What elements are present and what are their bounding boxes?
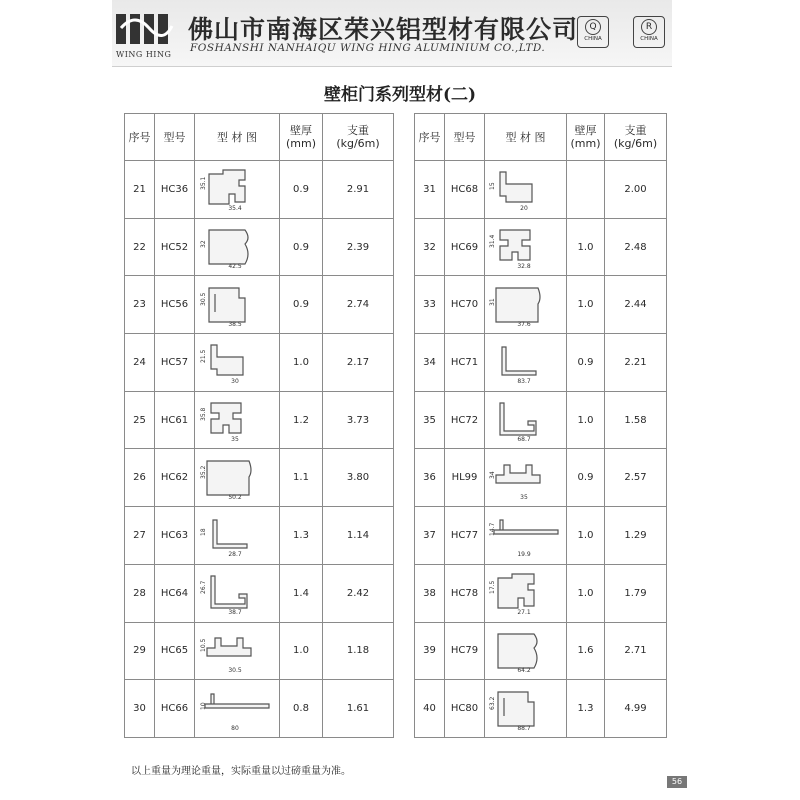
dimension-width: 38.5 (228, 320, 242, 328)
footnote: 以上重量为理论重量，实际重量以过磅重量为准。 (131, 766, 351, 777)
table-row (415, 507, 667, 565)
row-wall: 1.0 (567, 564, 605, 622)
table-row (415, 622, 667, 680)
row-drawing (485, 680, 567, 738)
header-model: 型号 (445, 114, 485, 161)
row-drawing (485, 564, 567, 622)
row-seq: 34 (415, 334, 445, 392)
row-model: HC36 (155, 161, 195, 219)
header-model: 型号 (155, 114, 195, 161)
row-weight: 2.44 (605, 276, 667, 334)
profile-drawing (201, 686, 273, 732)
table-row (125, 564, 394, 622)
row-model: HC62 (155, 449, 195, 507)
row-wall: 1.1 (280, 449, 323, 507)
table-row (415, 276, 667, 334)
row-seq: 36 (415, 449, 445, 507)
table-row (415, 449, 667, 507)
header-weight-label: 支重 (624, 124, 647, 137)
row-model: HC68 (445, 161, 485, 219)
row-seq: 35 (415, 391, 445, 449)
header-wall (567, 114, 605, 161)
table-row (125, 622, 394, 680)
profile-drawing (201, 570, 273, 616)
row-drawing (485, 391, 567, 449)
dimension-height: 17.5 (488, 580, 496, 595)
spec-table-left (124, 113, 394, 738)
dimension-height: 10 (200, 701, 207, 710)
header-wall-unit: (mm) (570, 137, 601, 150)
header-wall-unit: (mm) (285, 137, 316, 150)
dimension-width: 28.7 (228, 551, 242, 559)
row-drawing (195, 622, 280, 680)
cert-q-label: CHINA (584, 36, 602, 42)
profile-drawing (490, 512, 562, 558)
logo-text: WING HING (116, 50, 172, 59)
profile-drawing (490, 166, 562, 212)
row-weight: 2.48 (605, 218, 667, 276)
row-weight: 1.61 (323, 680, 394, 738)
dimension-height: 35.2 (200, 465, 207, 479)
table-row (415, 564, 667, 622)
dimension-height: 15 (488, 182, 496, 191)
table-row (125, 507, 394, 565)
cert-r-label: CHINA (640, 36, 658, 42)
row-drawing (195, 218, 280, 276)
row-drawing (485, 622, 567, 680)
row-wall: 1.4 (280, 564, 323, 622)
row-wall: 1.2 (280, 391, 323, 449)
row-wall: 0.9 (567, 449, 605, 507)
row-model: HC70 (445, 276, 485, 334)
dimension-height: 31.4 (488, 234, 496, 249)
row-wall: 0.9 (567, 334, 605, 392)
dimension-width: 35 (231, 436, 239, 444)
dimension-height: 35.1 (200, 176, 207, 191)
row-seq: 29 (125, 622, 155, 680)
profile-drawing (490, 628, 562, 674)
table-row (125, 334, 394, 392)
row-weight: 2.39 (323, 218, 394, 276)
profile-drawing (201, 282, 273, 328)
row-wall: 1.0 (280, 622, 323, 680)
row-weight: 3.73 (323, 391, 394, 449)
dimension-width: 30.5 (228, 666, 242, 674)
row-wall: 0.9 (280, 161, 323, 219)
dimension-height: 21.5 (200, 350, 207, 364)
company-name-cn: 佛山市南海区荣兴铝型材有限公司 (188, 15, 579, 44)
profile-drawing (201, 224, 273, 270)
row-seq: 27 (125, 507, 155, 565)
row-drawing (195, 276, 280, 334)
dimension-height: 10.5 (200, 638, 207, 652)
table-header-row (415, 114, 667, 161)
row-model: HC79 (445, 622, 485, 680)
header-weight (605, 114, 667, 161)
profile-drawing (490, 224, 562, 270)
row-seq: 30 (125, 680, 155, 738)
dimension-width: 38.7 (228, 609, 242, 617)
row-weight: 4.99 (605, 680, 667, 738)
cert-q-letter: Q (585, 19, 601, 35)
table-row (415, 218, 667, 276)
row-seq: 39 (415, 622, 445, 680)
dimension-height: 30.5 (200, 292, 207, 306)
row-wall (567, 161, 605, 219)
header-seq: 序号 (125, 114, 155, 161)
dimension-width: 88.7 (516, 724, 531, 732)
row-seq: 33 (415, 276, 445, 334)
row-weight: 1.58 (605, 391, 667, 449)
dimension-width: 27.1 (516, 609, 531, 617)
row-model: HC57 (155, 334, 195, 392)
profile-drawing (201, 628, 273, 674)
header-drawing: 型 材 图 (485, 114, 567, 161)
table-row (415, 161, 667, 219)
row-seq: 24 (125, 334, 155, 392)
row-wall: 0.8 (280, 680, 323, 738)
row-drawing (195, 680, 280, 738)
row-drawing (195, 391, 280, 449)
table-row (125, 218, 394, 276)
profile-drawing (201, 166, 273, 212)
row-model: HC71 (445, 334, 485, 392)
profile-drawing (201, 455, 273, 501)
row-wall: 1.0 (567, 507, 605, 565)
row-wall: 0.9 (280, 276, 323, 334)
row-weight: 2.71 (605, 622, 667, 680)
spec-table-right (414, 113, 667, 738)
dimension-width: 19.9 (516, 551, 531, 559)
row-seq: 32 (415, 218, 445, 276)
page-title: 壁柜门系列型材(二) (323, 85, 477, 105)
header-seq: 序号 (415, 114, 445, 161)
row-wall: 1.3 (280, 507, 323, 565)
row-weight: 3.80 (323, 449, 394, 507)
table-row (415, 334, 667, 392)
dimension-height: 14.7 (488, 523, 496, 537)
row-drawing (485, 161, 567, 219)
dimension-width: 35 (519, 493, 528, 501)
row-drawing (485, 449, 567, 507)
row-wall: 1.0 (567, 218, 605, 276)
row-model: HC63 (155, 507, 195, 565)
dimension-width: 30 (231, 378, 239, 386)
row-drawing (485, 276, 567, 334)
row-weight: 1.14 (323, 507, 394, 565)
table-row (125, 161, 394, 219)
header-wall-label: 壁厚 (574, 124, 597, 137)
row-drawing (485, 507, 567, 565)
dimension-height: 31 (488, 298, 496, 306)
row-seq: 22 (125, 218, 155, 276)
row-seq: 31 (415, 161, 445, 219)
profile-drawing (490, 397, 562, 443)
row-seq: 28 (125, 564, 155, 622)
row-model: HC52 (155, 218, 195, 276)
row-drawing (195, 161, 280, 219)
row-drawing (195, 449, 280, 507)
cert-r-letter: R (641, 19, 657, 35)
company-name-en: FOSHANSHI NANHAIQU WING HING ALUMINIUM CO.,LTD. (190, 42, 546, 54)
dimension-width: 32.8 (516, 263, 531, 271)
header-weight-unit: (kg/6m) (336, 137, 380, 150)
table-row (125, 391, 394, 449)
page-number: 56 (667, 776, 687, 788)
table-row (125, 449, 394, 507)
dimension-height: 18 (200, 528, 207, 537)
row-model: HC69 (445, 218, 485, 276)
row-drawing (485, 334, 567, 392)
table-row (415, 680, 667, 738)
cert-q-badge (577, 16, 609, 48)
row-weight: 2.74 (323, 276, 394, 334)
row-wall: 1.0 (280, 334, 323, 392)
row-seq: 26 (125, 449, 155, 507)
row-weight: 2.21 (605, 334, 667, 392)
row-weight: 2.91 (323, 161, 394, 219)
row-model: HC77 (445, 507, 485, 565)
header-wall-label: 壁厚 (290, 124, 312, 137)
row-drawing (195, 334, 280, 392)
dimension-width: 80 (231, 724, 239, 732)
dimension-width: 83.7 (516, 378, 531, 386)
dimension-width: 35.4 (228, 205, 242, 213)
row-wall: 1.0 (567, 276, 605, 334)
header-wall (280, 114, 323, 161)
header-weight-label: 支重 (347, 124, 369, 137)
row-drawing (195, 507, 280, 565)
header-banner (112, 0, 672, 67)
row-weight: 1.18 (323, 622, 394, 680)
row-wall: 1.6 (567, 622, 605, 680)
row-wall: 1.0 (567, 391, 605, 449)
dimension-height: 63.2 (488, 696, 496, 710)
profile-drawing (490, 339, 562, 385)
cert-r-badge (633, 16, 665, 48)
dimension-height: 32 (200, 240, 207, 249)
profile-drawing (201, 512, 273, 558)
dimension-height: 35.8 (200, 407, 207, 422)
row-model: HC64 (155, 564, 195, 622)
row-seq: 25 (125, 391, 155, 449)
profile-drawing (490, 282, 562, 328)
row-weight: 2.00 (605, 161, 667, 219)
row-weight: 1.29 (605, 507, 667, 565)
row-model: HC78 (445, 564, 485, 622)
row-model: HC56 (155, 276, 195, 334)
dimension-height: 34 (488, 471, 496, 479)
dimension-width: 20 (519, 205, 528, 213)
profile-drawing (201, 397, 273, 443)
profile-drawing (490, 570, 562, 616)
profile-drawing (201, 339, 273, 385)
row-model: HC80 (445, 680, 485, 738)
row-drawing (195, 564, 280, 622)
row-seq: 40 (415, 680, 445, 738)
table-row (415, 391, 667, 449)
dimension-width: 64.2 (516, 666, 531, 674)
row-wall: 1.3 (567, 680, 605, 738)
header-drawing: 型 材 图 (195, 114, 280, 161)
table-row (125, 276, 394, 334)
row-seq: 37 (415, 507, 445, 565)
row-seq: 23 (125, 276, 155, 334)
profile-drawing (490, 686, 562, 732)
row-model: HC66 (155, 680, 195, 738)
row-seq: 38 (415, 564, 445, 622)
dimension-width: 37.6 (516, 320, 531, 328)
row-weight: 2.57 (605, 449, 667, 507)
dimension-width: 68.7 (516, 436, 531, 444)
row-seq: 21 (125, 161, 155, 219)
row-model: HC65 (155, 622, 195, 680)
header-weight-unit: (kg/6m) (613, 137, 658, 150)
table-row (125, 680, 394, 738)
dimension-width: 42.5 (228, 263, 242, 271)
row-model: HL99 (445, 449, 485, 507)
profile-drawing (490, 455, 562, 501)
row-wall: 0.9 (280, 218, 323, 276)
dimension-height: 26.7 (200, 580, 207, 595)
row-weight: 2.17 (323, 334, 394, 392)
table-header-row (125, 114, 394, 161)
row-weight: 2.42 (323, 564, 394, 622)
row-model: HC72 (445, 391, 485, 449)
header-weight (323, 114, 394, 161)
row-model: HC61 (155, 391, 195, 449)
dimension-width: 50.2 (228, 493, 242, 501)
row-weight: 1.79 (605, 564, 667, 622)
row-drawing (485, 218, 567, 276)
